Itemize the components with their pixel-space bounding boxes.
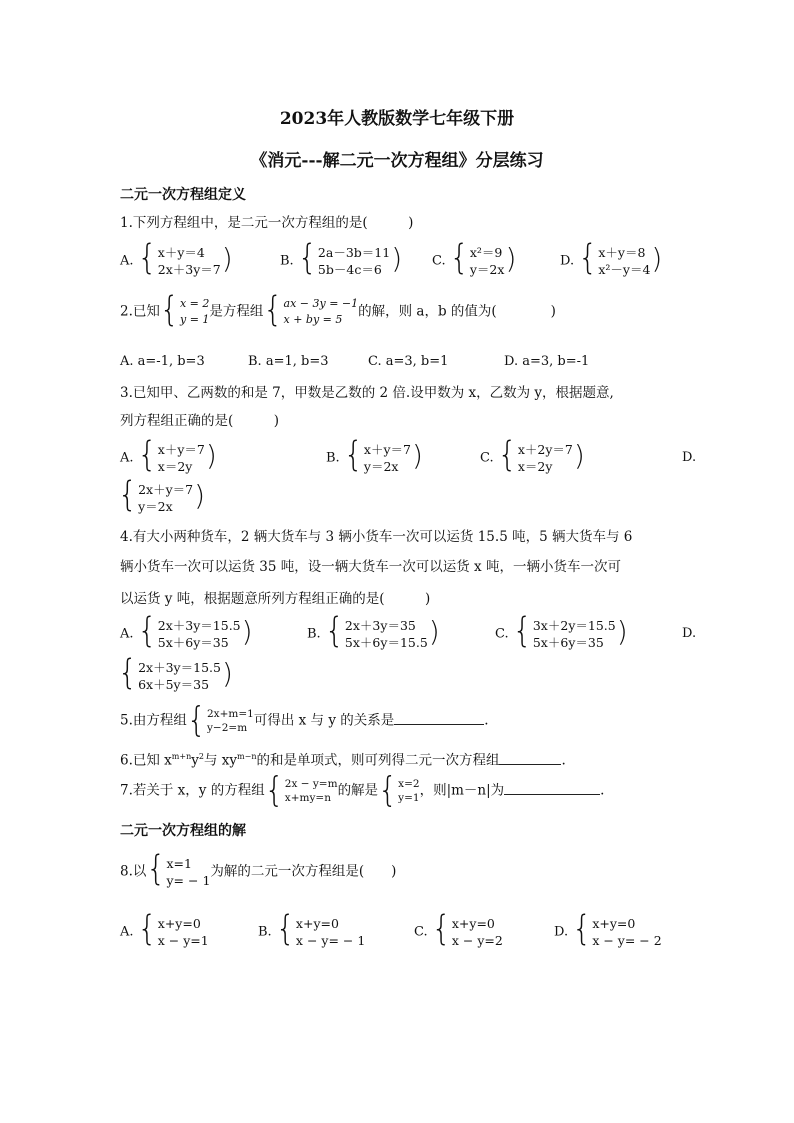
q3-option-d[interactable] [118, 475, 206, 516]
option-label: B. [307, 626, 321, 642]
equation-system: { 2x＋3y＝15.5 5x＋6y＝35 ) [137, 611, 253, 652]
q3-option-c[interactable] [480, 435, 585, 476]
equation-line: x＋y＝8 [598, 245, 646, 260]
equation-line: y＝2x [138, 499, 173, 514]
equation-system: { x+y=0 x − y=1 [137, 909, 209, 950]
equation-line: y＝2x [469, 262, 505, 277]
q2-option-b[interactable]: B. a=1, b=3 [248, 354, 329, 369]
equation-system: { 2x+m=1 y−2=m [186, 700, 254, 741]
equation-system: { ax − 3y = −1 x + by = 5 [263, 290, 359, 331]
equation-line: 5x＋6y＝15.5 [344, 635, 428, 650]
question-7-stem [120, 770, 605, 811]
stem-text: 6.已知 x [120, 752, 172, 769]
equation-line: x+y=0 [592, 916, 636, 931]
stem-text: 可得出 x 与 y 的关系是 [253, 712, 395, 729]
q4-option-a[interactable] [120, 611, 253, 652]
option-label: D. [560, 253, 575, 269]
stem-text: 2.已知 [120, 303, 160, 320]
equation-system: { x=1 y= − 1 [146, 849, 211, 890]
answer-blank[interactable] [504, 780, 600, 795]
q3-option-d-label[interactable]: D. [682, 450, 697, 465]
equation-line: 2x＋3y＝15.5 [138, 660, 221, 675]
q8-option-a[interactable] [120, 909, 209, 950]
answer-blank[interactable] [394, 710, 484, 725]
equation-line: x+my=n [284, 792, 331, 804]
equation-line: x＋y＝7 [157, 442, 205, 457]
q2-option-d[interactable]: D. a=3, b=-1 [504, 354, 590, 369]
equation-line: x²－y＝4 [598, 262, 651, 277]
q3-option-b[interactable] [326, 435, 423, 476]
q1-option-a[interactable] [120, 238, 233, 279]
equation-line: x＝2y [517, 459, 553, 474]
equation-system: { 2x＋3y＝35 5x＋6y＝15.5 ) [324, 611, 440, 652]
equation-line: x − y=2 [451, 933, 503, 948]
equation-line: x＋y＝4 [157, 245, 205, 260]
stem-text: . [484, 712, 489, 729]
equation-system: { 2x − y=m x+my=n [264, 770, 338, 811]
equation-line: y=1 [398, 792, 420, 804]
equation-line: x=1 [166, 856, 192, 871]
equation-line: 5b－4c＝6 [317, 262, 382, 277]
option-label: A. [120, 924, 134, 940]
stem-text: y [191, 752, 199, 769]
q2-option-a[interactable]: A. a=-1, b=3 [120, 354, 205, 369]
page-title: 2023年人教版数学七年级下册 [279, 109, 515, 129]
option-label: B. [280, 253, 294, 269]
equation-line: 2x − y=m [284, 778, 338, 790]
question-1-stem: 1.下列方程组中，是二元一次方程组的是( ) [120, 215, 414, 231]
question-3-line-1: 3.已知甲、乙两数的和是 7，甲数是乙数的 2 倍.设甲数为 x，乙数为 y，根据题意, [120, 385, 614, 401]
equation-system: { x＋y＝8 x²－y＝4 ) [578, 238, 663, 279]
equation-line: y−2=m [206, 722, 248, 734]
stem-text: 与 xy [203, 752, 238, 769]
option-label: B. [258, 924, 272, 940]
equation-line: x＋2y＝7 [517, 442, 573, 457]
q1-option-b[interactable] [280, 238, 403, 279]
exponent: m−n [237, 752, 257, 761]
option-label: D. [554, 924, 569, 940]
equation-line: 6x＋5y＝35 [138, 677, 210, 692]
option-label: C. [495, 626, 509, 642]
equation-line: y＝2x [363, 459, 399, 474]
stem-text: 是方程组 [209, 303, 264, 320]
q4-option-d[interactable] [118, 653, 233, 694]
equation-line: 5x＋6y＝35 [157, 635, 229, 650]
exponent: 2 [198, 752, 204, 761]
stem-text: . [600, 782, 605, 799]
equation-line: x＋y＝7 [363, 442, 411, 457]
equation-system: { x+y=0 x − y=2 [431, 909, 503, 950]
equation-line: 2x＋3y＝15.5 [157, 618, 241, 633]
option-label: C. [414, 924, 428, 940]
q3-option-a[interactable] [120, 435, 217, 476]
q4-option-d-label[interactable]: D. [682, 626, 697, 641]
equation-line: 5x＋6y＝35 [532, 635, 604, 650]
option-label: C. [432, 253, 446, 269]
equation-line: ax − 3y = −1 [283, 297, 359, 310]
stem-text: 的和是单项式，则可列得二元一次方程组 [256, 752, 500, 769]
equation-line: 2x＋y＝7 [138, 482, 194, 497]
q4-option-b[interactable] [307, 611, 440, 652]
stem-text: 5.由方程组 [120, 712, 187, 729]
option-label: A. [120, 253, 134, 269]
equation-line: x − y= − 2 [592, 933, 662, 948]
option-label: C. [480, 450, 494, 466]
equation-line: x+y=0 [295, 916, 339, 931]
equation-line: x = 2 [179, 297, 210, 310]
q8-option-c[interactable] [414, 909, 503, 950]
equation-line: y= − 1 [166, 873, 211, 888]
stem-text: 的解是 [337, 782, 379, 799]
equation-system: { x=2 y=1 [378, 770, 420, 811]
equation-line: 2x＋3y＝35 [344, 618, 416, 633]
question-4-line-2: 辆小货车一次可以运货 35 吨，设一辆大货车一次可以运货 x 吨，一辆小货车一次可 [120, 559, 621, 575]
equation-line: x − y= − 1 [295, 933, 366, 948]
equation-system: { x+y=0 x − y= − 2 [572, 909, 662, 950]
equation-system: { 2a－3b＝11 5b－4c＝6 ) [297, 238, 403, 279]
question-2-stem [120, 290, 556, 331]
equation-system: { x²＝9 y＝2x ) [449, 238, 517, 279]
equation-system: { 2x＋3y＝15.5 6x＋5y＝35 ) [118, 653, 233, 694]
equation-system: { 3x＋2y＝15.5 5x＋6y＝35 ) [512, 611, 628, 652]
option-label: B. [326, 450, 340, 466]
equation-system: { x＋2y＝7 x＝2y ) [497, 435, 585, 476]
q2-option-c[interactable]: C. a=3, b=1 [368, 354, 449, 369]
question-6-stem [120, 748, 566, 770]
question-8-stem [120, 849, 397, 890]
question-5-stem [120, 700, 489, 741]
question-4-line-1: 4.有大小两种货车，2 辆大货车与 3 辆小货车一次可以运货 15.5 吨，5 辆大货车与 6 [120, 529, 633, 545]
equation-line: x＝2y [157, 459, 193, 474]
equation-system: { x＋y＝7 x＝2y ) [137, 435, 217, 476]
equation-line: x+y=0 [451, 916, 495, 931]
stem-text: 的解，则 a，b 的值为( ) [358, 303, 556, 320]
page-subtitle: 《消元---解二元一次方程组》分层练习 [250, 151, 544, 171]
equation-system: { x＋y＝7 y＝2x ) [343, 435, 423, 476]
stem-text: . [561, 752, 566, 769]
section-heading-definition: 二元一次方程组定义 [120, 187, 246, 203]
question-4-line-3: 以运货 y 吨，根据题意所列方程组正确的是( ) [120, 591, 431, 607]
equation-line: x=2 [398, 778, 420, 790]
exponent: m+n [171, 752, 192, 761]
option-label: A. [120, 626, 134, 642]
equation-system: { 2x＋y＝7 y＝2x ) [118, 475, 206, 516]
equation-line: x − y=1 [157, 933, 209, 948]
stem-text: 为解的二元一次方程组是( ) [210, 863, 397, 880]
stem-text: ，则|m－n|为 [419, 782, 505, 799]
equation-line: 2x+m=1 [206, 708, 254, 720]
stem-text: 8.以 [120, 863, 147, 880]
answer-blank[interactable] [499, 750, 561, 765]
equation-line: 3x＋2y＝15.5 [532, 618, 616, 633]
equation-line: 2x＋3y＝7 [157, 262, 221, 277]
option-label: A. [120, 450, 134, 466]
q8-option-d[interactable] [554, 909, 662, 950]
equation-line: x + by = 5 [283, 313, 343, 326]
stem-text: 7.若关于 x，y 的方程组 [120, 782, 265, 799]
q1-option-d[interactable] [560, 238, 663, 279]
q4-option-c[interactable] [495, 611, 628, 652]
question-3-line-2: 列方程组正确的是( ) [120, 413, 280, 429]
q8-option-b[interactable] [258, 909, 366, 950]
equation-system: { x = 2 y = 1 [159, 290, 210, 331]
q1-option-c[interactable] [432, 238, 517, 279]
equation-line: x²＝9 [469, 245, 503, 260]
equation-system: { x＋y＝4 2x＋3y＝7 ) [137, 238, 233, 279]
section-heading-solution: 二元一次方程组的解 [120, 823, 246, 839]
equation-system: { x+y=0 x − y= − 1 [275, 909, 366, 950]
equation-line: 2a－3b＝11 [317, 245, 391, 260]
equation-line: x+y=0 [157, 916, 201, 931]
equation-line: y = 1 [179, 313, 210, 326]
